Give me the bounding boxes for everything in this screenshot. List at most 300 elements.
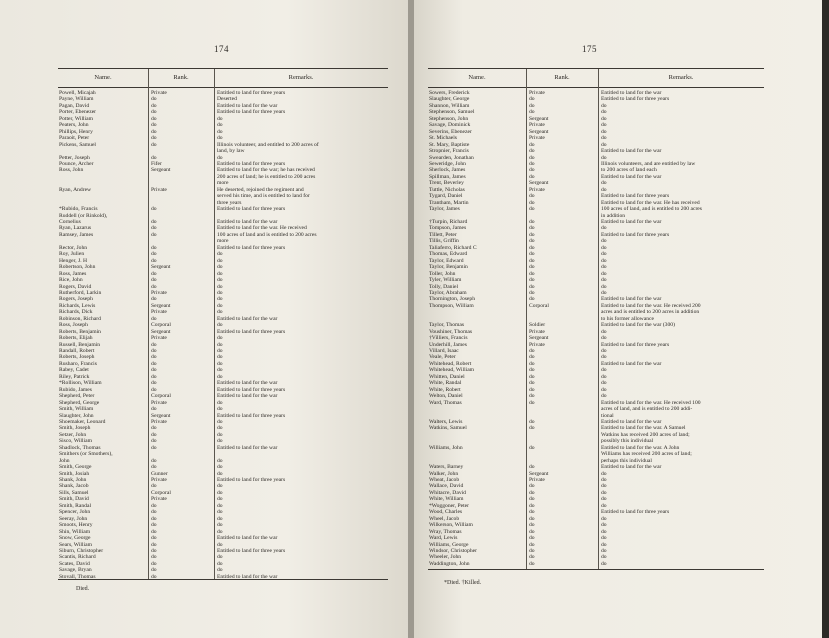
name-cell: Pagan, David (59, 102, 90, 109)
rank-cell: do (529, 464, 535, 471)
remarks-cell: Entitled to land for three years (601, 341, 670, 348)
rank-cell: do (529, 231, 535, 238)
remarks-cell: possibly this individual (601, 438, 654, 445)
rank-cell: Sergeant (529, 470, 549, 477)
name-cell: Henger, J. H (59, 257, 88, 264)
remarks-cell: three years (217, 199, 242, 206)
remarks-cell: do (601, 496, 607, 503)
remarks-cell: do (601, 122, 607, 129)
rank-cell: do (529, 296, 535, 303)
remarks-cell: do (601, 102, 607, 109)
name-cell: Wheat, Jacob (429, 477, 460, 483)
rank-cell: do (151, 141, 157, 148)
name-cell: Wood, Charles (429, 509, 463, 516)
rank-cell: do (529, 380, 535, 387)
rank-cell: do (151, 438, 157, 445)
rank-cell: do (151, 341, 157, 348)
name-cell: Smithers (or Smothers), (59, 451, 113, 458)
rank-cell: do (151, 277, 157, 284)
name-cell: Waddington, John (429, 560, 470, 567)
remarks-cell: Entitled to land for the war (601, 219, 662, 225)
rank-cell: do (151, 502, 157, 509)
rank-cell: do (529, 244, 535, 251)
remarks-cell: do (217, 522, 223, 529)
rank-cell: do (529, 560, 535, 567)
remarks-cell: Entitled to land for the war. A Samuel (601, 425, 686, 432)
name-cell: Ryan, Lazarus (59, 225, 92, 232)
remarks-cell: do (217, 373, 223, 380)
name-cell: Wheeler, John (429, 554, 462, 561)
rank-cell: Private (529, 135, 545, 142)
remarks-cell: do (601, 277, 607, 284)
name-cell: Trantham, Martin (429, 199, 469, 206)
rank-cell: Sergeant (151, 412, 171, 419)
name-cell: Swearden, Jonathan (429, 154, 474, 161)
name-cell: Toller, John (429, 270, 456, 277)
rank-cell: do (151, 464, 157, 471)
rank-cell: do (529, 425, 535, 432)
remarks-cell: do (217, 270, 223, 277)
name-cell: Watkins, Samuel (429, 425, 467, 432)
remarks-cell: do (217, 360, 223, 367)
rank-cell: do (529, 509, 535, 516)
name-cell: Robinson, Richard (59, 315, 101, 322)
rank-cell: do (529, 154, 535, 161)
name-cell: Whitehead, Robert (429, 360, 472, 367)
rank-cell: Private (529, 122, 545, 129)
remarks-cell: do (601, 547, 607, 554)
rank-cell: do (529, 219, 535, 225)
remarks-cell: do (217, 418, 223, 425)
rank-cell: do (529, 547, 535, 554)
name-cell: Smith, David (59, 496, 89, 503)
remarks-cell: Illinois volunteer, and entitled to 200 acres of (217, 141, 319, 148)
remarks-cell: do (217, 122, 223, 129)
remarks-cell: do (217, 399, 223, 406)
remarks-cell: do (217, 354, 223, 361)
remarks-cell: do (217, 528, 223, 535)
rank-cell: do (151, 541, 157, 548)
rank-cell: do (151, 444, 157, 451)
name-cell: Smith, George (59, 464, 92, 471)
remarks-cell: do (217, 489, 223, 496)
name-cell: Rector, John (59, 244, 88, 251)
rank-cell: do (151, 425, 157, 432)
name-cell: Wheel, Jacob (429, 515, 460, 522)
remarks-cell: do (217, 296, 223, 303)
remarks-cell: do (601, 128, 607, 135)
rank-cell: do (151, 115, 157, 122)
page-number: 175 (582, 44, 597, 54)
right-page (414, 0, 822, 638)
remarks-cell: Entitled to land for three years (217, 90, 286, 96)
name-cell: Siburn, Christopher (59, 547, 104, 554)
remarks-cell: do (601, 257, 607, 264)
rank-cell: do (151, 360, 157, 367)
header-name: Name. (468, 74, 486, 81)
remarks-cell: Entitled to land for the war (601, 173, 662, 180)
name-cell: Savage, Bryan (59, 567, 92, 574)
rank-cell: do (529, 483, 535, 490)
table-row (58, 574, 388, 581)
rank-cell: do (151, 122, 157, 129)
rank-cell: do (151, 406, 157, 413)
name-cell: White, Robert (429, 386, 461, 393)
remarks-cell: do (601, 154, 607, 161)
remarks-cell: do (217, 457, 223, 464)
remarks-cell: do (601, 115, 607, 122)
remarks-cell: do (217, 341, 223, 348)
rank-cell: Sergeant (151, 302, 171, 309)
rank-cell: Corporal (529, 302, 549, 309)
name-cell: Rice, John (59, 277, 83, 284)
remarks-cell: do (601, 186, 607, 193)
name-cell: Rusharo, Francis (59, 360, 97, 367)
remarks-cell: do (217, 251, 223, 258)
rank-cell: Private (529, 328, 545, 335)
name-cell: Scates, David (59, 560, 90, 567)
remarks-cell: do (601, 528, 607, 535)
name-cell: Roberts, Benjamin (59, 328, 101, 335)
header-name: Name. (94, 74, 112, 81)
name-cell: Ryan, Andrew (59, 186, 92, 193)
rank-cell: do (151, 515, 157, 522)
name-cell: Richards, Lewis (59, 302, 96, 309)
remarks-cell: do (217, 502, 223, 509)
background-edge (822, 0, 829, 638)
remarks-cell: do (601, 264, 607, 271)
remarks-cell: acres of land, and is entitled to 200 addi- (601, 406, 693, 413)
remarks-cell: do (217, 496, 223, 503)
name-cell: Tyler, William (429, 277, 462, 284)
remarks-cell: do (601, 386, 607, 393)
name-cell: Underhill, James (429, 341, 467, 348)
rank-cell: do (529, 386, 535, 393)
name-cell: St. Michaels (429, 135, 457, 142)
rank-cell: Private (151, 289, 167, 296)
remarks-cell: do (601, 135, 607, 142)
left-page (0, 0, 410, 638)
remarks-cell: acres and is entitled to 200 acres in addition (601, 309, 700, 316)
header-remarks: Remarks. (668, 74, 694, 81)
name-cell: Stephenson, Samuel (429, 109, 475, 116)
remarks-cell: Entitled to land for the war (601, 148, 662, 155)
remarks-cell: do (217, 128, 223, 135)
name-cell: Taylor, Edward (429, 257, 464, 264)
name-cell: *Rollison, William (59, 380, 102, 387)
remarks-cell: Deserted (217, 96, 237, 103)
remarks-cell: Entitled to land for three years (217, 160, 286, 167)
name-cell: Riley, Patrick (59, 373, 90, 380)
name-cell: Wallace, David (429, 483, 464, 490)
remarks-cell: do (601, 489, 607, 496)
name-cell: Sisco, William (59, 438, 92, 445)
remarks-cell: more (217, 180, 229, 187)
rank-cell: do (151, 547, 157, 554)
name-cell: Walters, Lewis (429, 418, 463, 425)
name-cell: Ross, Joseph (59, 322, 88, 329)
remarks-cell: Entitled to land for the war (217, 380, 278, 387)
name-cell: Savage, Dominick (429, 122, 471, 129)
rank-cell: do (151, 573, 157, 580)
rank-cell: Corporal (151, 322, 171, 329)
name-cell: Thompson, William (429, 302, 474, 309)
name-cell: Ward, Lewis (429, 535, 458, 542)
remarks-cell: do (217, 483, 223, 490)
remarks-cell: Entitled to land for the war (217, 219, 278, 225)
remarks-cell: do (217, 115, 223, 122)
rank-cell: do (151, 373, 157, 380)
rank-cell: do (529, 173, 535, 180)
remarks-cell: Entitled to land for the war; he has received (217, 167, 315, 174)
table-header (428, 69, 764, 88)
name-cell: John (59, 457, 70, 464)
name-cell: Smith, Joseph (59, 425, 91, 432)
rank-cell: do (529, 444, 535, 451)
name-cell: Petter, Joseph (59, 154, 90, 161)
remarks-cell: Entitled to land for the war. He received 200 (601, 302, 701, 309)
rank-cell: do (529, 554, 535, 561)
name-cell: Tolly, Daniel (429, 283, 459, 290)
name-cell: Wray, Thomas (429, 528, 462, 535)
name-cell: Smith, Josiah (59, 470, 90, 477)
name-cell: Welton, Daniel (429, 393, 463, 400)
remarks-cell: Illinois volunteers, and are entitled by law (601, 160, 696, 167)
name-cell: Sears, William (59, 541, 92, 548)
remarks-cell: Entitled to land for the war (217, 315, 278, 322)
remarks-cell: do (601, 244, 607, 251)
name-cell: Powell, Micajah (59, 90, 96, 96)
remarks-cell: do (217, 322, 223, 329)
name-cell: Tompson, James (429, 225, 467, 232)
name-cell: Shepherd, Peter (59, 393, 95, 400)
rank-cell: do (529, 418, 535, 425)
remarks-cell: Entitled to land for three years (601, 193, 670, 200)
remarks-cell: Entitled to land for the war (601, 360, 662, 367)
name-cell: Veale, Peter (429, 354, 456, 361)
rank-cell: do (151, 509, 157, 516)
remarks-cell: Entitled to land for three years (217, 547, 286, 554)
name-cell: White, Randal (429, 380, 462, 387)
remarks-cell: 100 acres of land, and is entitled to 200 acres (601, 206, 702, 213)
rank-cell: do (151, 380, 157, 387)
remarks-cell: do (601, 270, 607, 277)
name-cell: Whitacre, David (429, 489, 466, 496)
remarks-cell: Entitled to land for three years (217, 206, 286, 213)
table-header (58, 69, 388, 88)
name-cell: Porter, Ebenezer (59, 109, 97, 116)
rank-cell: Private (151, 335, 167, 342)
remarks-cell: do (217, 425, 223, 432)
remarks-cell: Entitled to land for three years (601, 231, 670, 238)
name-cell: Shannon, William (429, 102, 470, 109)
remarks-cell: perhaps this individual (601, 457, 652, 464)
name-cell: Paraoit, Peter (59, 135, 90, 142)
name-cell: Ward, Thomas (429, 399, 462, 406)
remarks-cell: Entitled to land for the war. A John (601, 444, 680, 451)
name-cell: Thomas, Edward (429, 251, 468, 258)
name-cell: Peaters, John (59, 122, 89, 129)
rank-cell: do (151, 567, 157, 574)
remarks-cell: do (601, 502, 607, 509)
remarks-cell: do (217, 464, 223, 471)
rank-cell: do (529, 167, 535, 174)
remarks-cell: 200 acres of land; he is entitled to 200 acres (217, 173, 316, 180)
remarks-cell: Entitled to land for the war (217, 573, 278, 580)
rank-cell: do (151, 348, 157, 354)
rank-cell: Sergeant (151, 328, 171, 335)
rank-cell: do (529, 373, 535, 380)
name-cell: Wilkerson, William (429, 522, 473, 529)
rank-cell: do (151, 102, 157, 109)
rank-cell: Private (151, 418, 167, 425)
remarks-cell: Entitled to land for the war (601, 418, 662, 425)
remarks-cell: Entitled to land for three years (217, 477, 286, 483)
name-cell: Williams, George (429, 541, 469, 548)
rank-cell: do (151, 257, 157, 264)
rank-cell: do (151, 431, 157, 438)
remarks-cell: do (217, 257, 223, 264)
name-cell: Shadlock, Thomas (59, 444, 101, 451)
remarks-cell: land, by law (217, 148, 245, 155)
header-rank: Rank. (554, 74, 570, 81)
name-cell: Tuttle, Nicholas (429, 186, 465, 193)
name-cell: Smith, William (59, 406, 94, 413)
remarks-cell: Entitled to land for three years (217, 328, 286, 335)
name-cell: Tillett, Peter (429, 231, 457, 238)
name-cell: †Villiers, Francis (429, 335, 468, 342)
remarks-cell: tional (601, 412, 614, 419)
name-cell: Shoemaker, Leonard (59, 418, 106, 425)
rank-cell: do (529, 348, 535, 354)
name-cell: Taylor, Abraham (429, 289, 467, 296)
remarks-cell: in addition (601, 212, 626, 219)
remarks-cell: do (601, 554, 607, 561)
remarks-cell: do (601, 348, 607, 354)
remarks-cell: do (217, 154, 223, 161)
name-cell: Walker, John (429, 470, 459, 477)
remarks-cell: do (601, 373, 607, 380)
name-cell: Payne, William (59, 96, 94, 103)
name-cell: Smith, Randal (59, 502, 92, 509)
name-cell: Rutherford, Larkin (59, 289, 102, 296)
name-cell: Taylor, Benjamin (429, 264, 468, 271)
name-cell: Seeray, John (59, 515, 88, 522)
remarks-cell: Entitled to land for three years (601, 96, 670, 103)
name-cell: †Turpin, Richard (429, 219, 468, 225)
remarks-cell: do (601, 141, 607, 148)
rank-cell: do (151, 225, 157, 232)
remarks-cell: Entitled to land for the war (217, 535, 278, 542)
remarks-cell: Entitled to land for the war. He received (217, 225, 307, 232)
roster-table (58, 68, 388, 580)
rank-cell: Sergeant (151, 264, 171, 271)
name-cell: Richards, Dick (59, 309, 93, 316)
rank-cell: do (529, 515, 535, 522)
rank-cell: Private (529, 186, 545, 193)
rank-cell: do (529, 277, 535, 284)
remarks-cell: Entitled to land for three years (217, 244, 286, 251)
name-cell: Sowers, Frederick (429, 90, 470, 96)
name-cell: Rogers, David (59, 283, 92, 290)
remarks-cell: Williams has received 200 acres of land; (601, 451, 692, 458)
remarks-cell: Entitled to land for three years (601, 509, 670, 516)
remarks-cell: Entitled to land for the war (601, 90, 662, 96)
name-cell: *Woggoner, Peter (429, 502, 470, 509)
name-cell: Ross, James (59, 270, 87, 277)
name-cell: Pickens, Samuel (59, 141, 96, 148)
remarks-cell: do (217, 264, 223, 271)
rank-cell: do (529, 496, 535, 503)
remarks-cell: do (601, 367, 607, 374)
name-cell: Slaughter, George (429, 96, 470, 103)
name-cell: Rogers, Joseph (59, 296, 93, 303)
name-cell: Seweridge, John (429, 160, 466, 167)
rank-cell: Corporal (151, 489, 171, 496)
rank-cell: do (529, 225, 535, 232)
rank-cell: do (151, 535, 157, 542)
rank-cell: do (529, 528, 535, 535)
rank-cell: do (151, 135, 157, 142)
remarks-cell: Entitled to land for the war (300) (601, 322, 675, 329)
remarks-cell: more (217, 238, 229, 245)
remarks-cell: do (601, 328, 607, 335)
rank-cell: Sergeant (529, 115, 549, 122)
name-cell: Waters, Barney (429, 464, 464, 471)
remarks-cell: do (217, 515, 223, 522)
rank-cell: do (151, 296, 157, 303)
remarks-cell: do (217, 438, 223, 445)
name-cell: Randall, Robert (59, 348, 95, 354)
rank-cell: do (151, 315, 157, 322)
rank-cell: do (529, 522, 535, 529)
remarks-cell: do (217, 509, 223, 516)
rank-cell: do (529, 367, 535, 374)
remarks-cell: Entitled to land for the war. He received 100 (601, 399, 701, 406)
name-cell: Shank, Jacob (59, 483, 89, 490)
name-cell: Setzer, John (59, 431, 87, 438)
rank-cell: do (529, 393, 535, 400)
name-cell: Taylor, Thomas (429, 322, 465, 329)
remarks-cell: do (601, 238, 607, 245)
name-cell: Spillman, James (429, 173, 466, 180)
remarks-cell: do (601, 354, 607, 361)
table-row (428, 561, 764, 568)
rank-cell: do (529, 502, 535, 509)
name-cell: Robertson, John (59, 264, 96, 271)
remarks-cell: Entitled to land for the war (217, 393, 278, 400)
remarks-cell: Entitled to land for the war (601, 464, 662, 471)
rank-cell: do (151, 522, 157, 529)
rank-cell: Private (151, 186, 167, 193)
rank-cell: do (151, 386, 157, 393)
remarks-cell: do (601, 289, 607, 296)
remarks-cell: do (601, 109, 607, 116)
name-cell: Ruddell (or Rinkold), (59, 212, 108, 219)
rank-cell: do (529, 96, 535, 103)
name-cell: Russell, Benjamin (59, 341, 101, 348)
rank-cell: do (529, 141, 535, 148)
remarks-cell: do (217, 309, 223, 316)
rank-cell: do (529, 360, 535, 367)
rank-cell: do (151, 251, 157, 258)
remarks-cell: do (217, 406, 223, 413)
rank-cell: do (529, 541, 535, 548)
name-cell: *Rubido, Francis (59, 206, 98, 213)
rank-cell: do (151, 128, 157, 135)
remarks-cell: Entitled to land for three years (217, 386, 286, 393)
rank-cell: Sergeant (529, 180, 549, 187)
